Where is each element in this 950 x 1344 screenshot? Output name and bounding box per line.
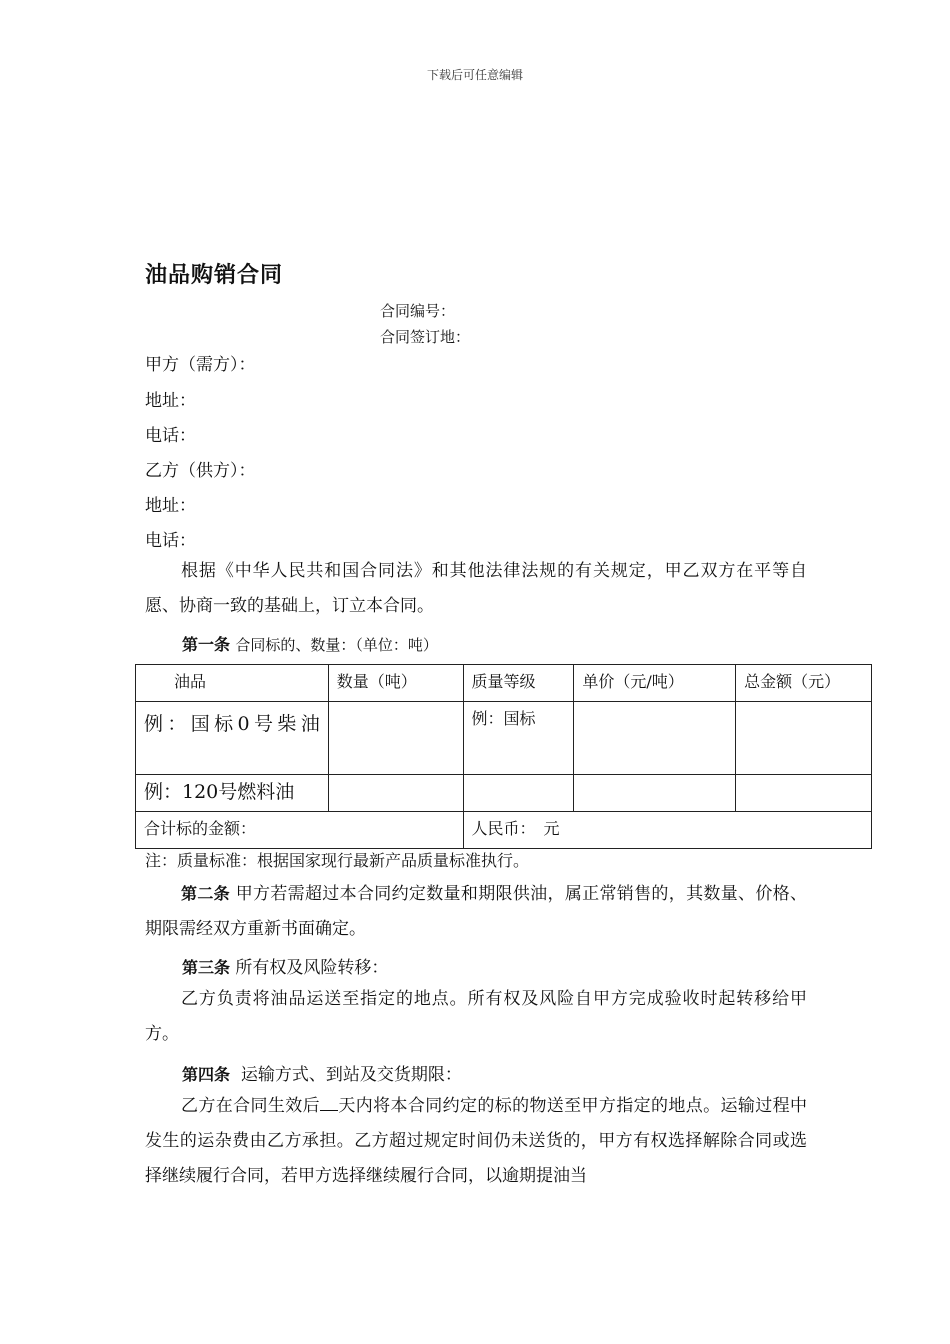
table-header-cell: 单价（元/吨） xyxy=(574,665,736,702)
party-a-address: 地址： xyxy=(145,391,196,411)
article-4-text: 运输方式、到站及交货期限： xyxy=(240,1065,462,1085)
total-value: 人民币： 元 xyxy=(463,812,871,849)
contract-no-label: 合同编号： xyxy=(380,302,456,320)
goods-table xyxy=(135,664,872,849)
article-3-head: 第三条 xyxy=(182,958,231,977)
table-cell: 例：国标 xyxy=(463,702,574,775)
table-header-cell: 总金额（元） xyxy=(736,665,872,702)
article-4-body xyxy=(145,1089,807,1194)
article-2 xyxy=(145,876,807,947)
table-cell xyxy=(736,702,872,775)
article-4-body-pre: 乙方在合同生效后 xyxy=(181,1096,320,1116)
article-3-body: 乙方负责将油品运送至指定的地点。所有权及风险自甲方完成验收时起转移给甲方。 xyxy=(145,989,807,1044)
table-header-row xyxy=(136,665,872,702)
table-header-cell: 数量（吨） xyxy=(328,665,463,702)
party-a-phone: 电话： xyxy=(145,426,196,446)
days-blank xyxy=(320,1096,338,1111)
party-b-address: 地址： xyxy=(145,496,196,516)
article-1 xyxy=(182,632,438,655)
article-4-body-post: 天内将本合同约定的标的物送至甲方指定的地点。运输过程中发生的运杂费由乙方承担。乙方超过规定时间仍未送货的，甲方有权选择解除合同或选择继续履行合同，若甲方选择继续履行合同，以逾期提油当 xyxy=(145,1096,808,1186)
article-4-head: 第四条 xyxy=(182,1065,231,1084)
table-cell xyxy=(463,775,574,812)
table-header-cell: 质量等级 xyxy=(463,665,574,702)
table-header-cell: 油品 xyxy=(136,665,329,702)
party-b-phone: 电话： xyxy=(145,531,196,551)
quality-note: 注：质量标准：根据国家现行最新产品质量标准执行。 xyxy=(145,851,530,870)
page-title: 油品购销合同 xyxy=(145,263,284,288)
article-3-text: 所有权及风险转移： xyxy=(235,958,389,978)
article-1-text: 合同标的、数量：（单位：吨） xyxy=(235,636,438,654)
article-4 xyxy=(182,1060,462,1085)
party-b: 乙方（供方）： xyxy=(145,461,256,481)
total-label: 合计标的金额： xyxy=(136,812,464,849)
table-cell: 例：国标0号柴油 xyxy=(136,702,329,775)
preamble: 根据《中华人民共和国合同法》和其他法律法规的有关规定，甲乙双方在平等自愿、协商一致的基础上，订立本合同。 xyxy=(145,561,807,616)
table-cell xyxy=(328,775,463,812)
article-1-head: 第一条 xyxy=(182,635,231,654)
article-2-text: 甲方若需超过本合同约定数量和期限供油，属正常销售的，其数量、价格、期限需经双方重新书面确定。 xyxy=(145,884,807,939)
article-2-head: 第二条 xyxy=(181,884,230,903)
table-cell xyxy=(574,702,736,775)
table-row xyxy=(136,775,872,812)
party-a: 甲方（需方）： xyxy=(145,355,256,375)
contract-place-label: 合同签订地： xyxy=(380,328,471,346)
table-cell: 例：120号燃料油 xyxy=(136,775,329,812)
header-note: 下载后可任意编辑 xyxy=(426,68,523,82)
article-3 xyxy=(182,953,388,978)
table-cell xyxy=(736,775,872,812)
table-cell xyxy=(574,775,736,812)
table-row xyxy=(136,702,872,775)
table-total-row xyxy=(136,812,872,849)
table-cell xyxy=(328,702,463,775)
